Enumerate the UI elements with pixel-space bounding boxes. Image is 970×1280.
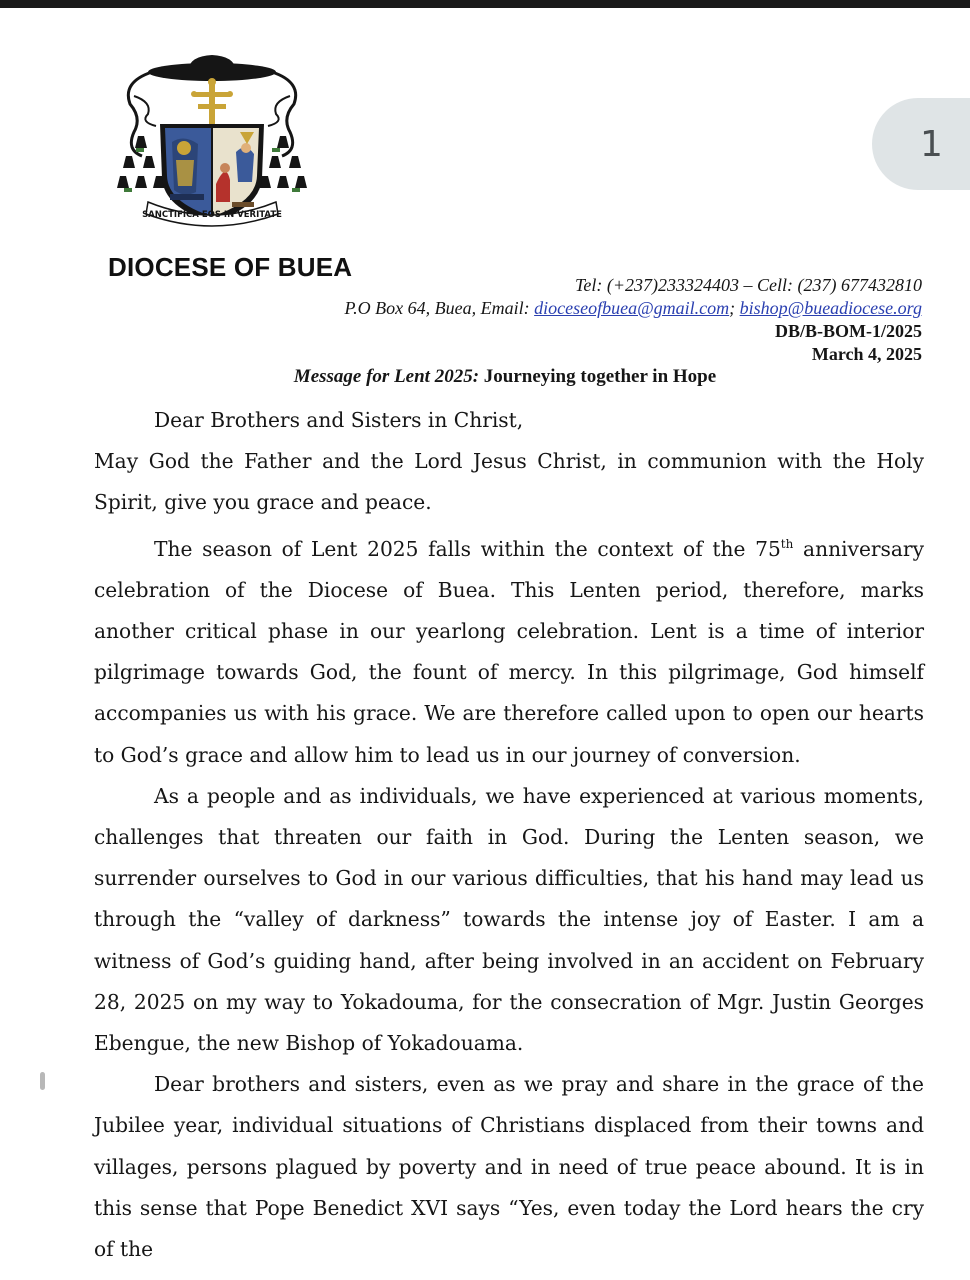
reference-number: DB/B-BOM-1/2025 xyxy=(775,321,922,341)
message-title-theme: Journeying together in Hope xyxy=(483,366,717,387)
message-title xyxy=(0,366,970,388)
contact-block xyxy=(344,274,922,366)
letter-body xyxy=(94,400,924,1270)
email-separator: ; xyxy=(729,298,736,318)
page-number: 1 xyxy=(920,123,943,165)
greeting-paragraph: May God the Father and the Lord Jesus Christ, in communion with the Holy Spirit, give you grace and peace. xyxy=(94,449,924,515)
telephone-line: Tel: (+237)233324403 – Cell: (237) 677432810 xyxy=(575,275,922,295)
address-line xyxy=(344,297,922,320)
message-title-label: Message for Lent 2025: xyxy=(293,366,480,387)
paragraph-jubilee: Dear brothers and sisters, even as we pray and share in the grace of the Jubilee year, individual situations of Christians displaced from their towns and villages, persons plagued by poverty and in need of true peace abound. It is in this sense that Pope Benedict XVI says “Yes, even today the Lord hears the cry of the xyxy=(94,1072,924,1262)
diocese-coat-of-arms-logo xyxy=(112,52,312,234)
page-number-badge[interactable] xyxy=(872,98,970,190)
paragraph-1-start: The season of Lent 2025 falls within the context of the 75 xyxy=(154,536,781,561)
paragraph-lent-anniversary xyxy=(94,524,924,776)
letter-date: March 4, 2025 xyxy=(811,344,922,364)
top-edge-bar xyxy=(0,0,970,8)
paragraph-1-rest: anniversary celebration of the Diocese of Buea. This Lenten period, therefore, marks another critical phase in our yearlong celebration. Lent is a time of interior pilgrimage towards God, the fount of mercy. In this pilgrimage, God himself accompanies us with his grace. We are therefore called upon to open our hearts to God’s grace and allow him to lead us in our journey of conversion. xyxy=(94,536,924,767)
postal-address: P.O Box 64, Buea, Email: xyxy=(344,298,530,318)
diocese-title: DIOCESE OF BUEA xyxy=(108,252,353,282)
margin-mark xyxy=(40,1072,45,1090)
email-link-bishop[interactable]: bishop@bueadiocese.org xyxy=(739,298,922,318)
superscript-th: th xyxy=(780,536,794,551)
paragraph-faith-challenges: As a people and as individuals, we have experienced at various moments, challenges that threaten our faith in God. During the Lenten season, we surrender ourselves to God in our various difficulties, that his hand may lead us through the “valley of darkness” towards the intense joy of Easter. I am a witness of God’s guiding hand, after being involved in an accident on February 28, 2025 on my way to Yokadouma, for the consecration of Mgr. Justin Georges Ebengue, the new Bishop of Yokadouama. xyxy=(94,783,924,1056)
crest-motto: SANCTIFICA EOS IN VERITATE xyxy=(142,210,282,220)
email-link-diocese[interactable]: dioceseofbuea@gmail.com xyxy=(534,298,730,318)
salutation: Dear Brothers and Sisters in Christ, xyxy=(154,408,524,432)
